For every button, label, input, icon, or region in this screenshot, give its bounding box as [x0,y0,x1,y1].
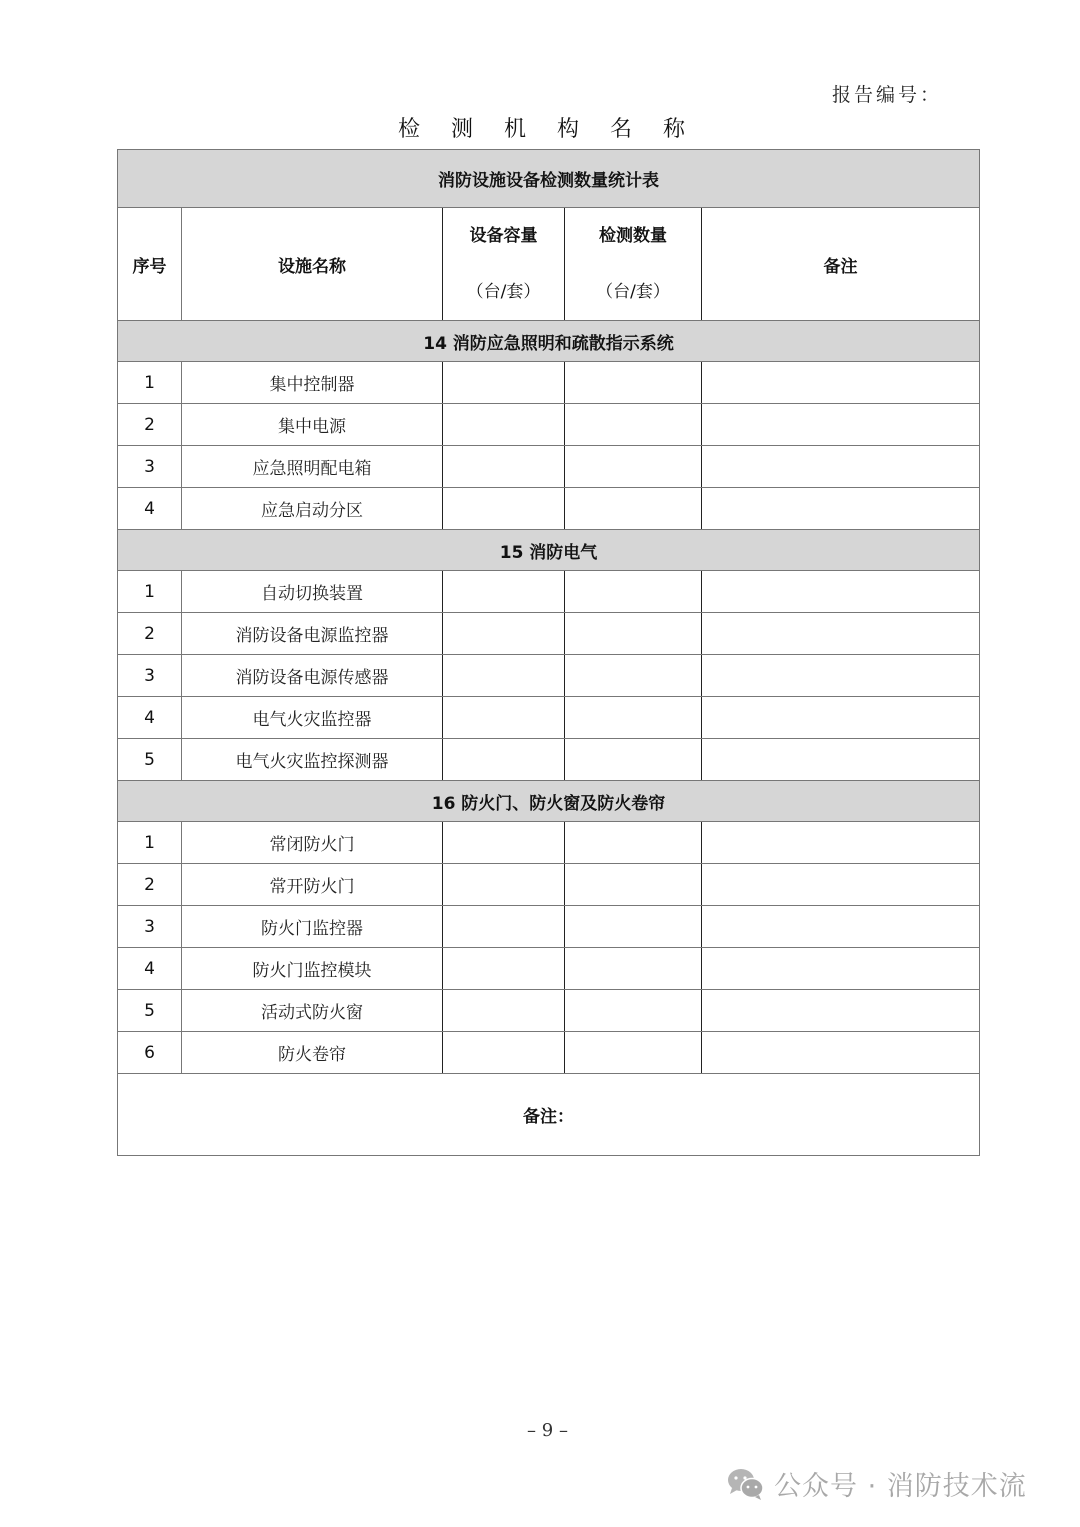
table-row [118,1032,980,1074]
cell-tested[interactable] [565,404,702,446]
cell-remarks[interactable] [702,906,980,948]
table-row [118,404,980,446]
cell-remarks[interactable] [702,822,980,864]
cell-capacity[interactable] [443,948,565,990]
cell-name: 自动切换装置 [182,571,443,613]
cell-seq: 1 [118,362,182,404]
cell-seq: 6 [118,1032,182,1074]
cell-tested[interactable] [565,697,702,739]
table-row [118,822,980,864]
cell-name: 电气火灾监控探测器 [182,739,443,781]
cell-name: 常开防火门 [182,864,443,906]
table-row [118,655,980,697]
cell-capacity[interactable] [443,613,565,655]
cell-tested[interactable] [565,864,702,906]
cell-capacity[interactable] [443,739,565,781]
watermark-text: 公众号 · 消防技术流 [774,1471,1027,1502]
cell-tested[interactable] [565,1032,702,1074]
cell-seq: 2 [118,613,182,655]
cell-remarks[interactable] [702,446,980,488]
cell-tested[interactable] [565,822,702,864]
cell-remarks[interactable] [702,948,980,990]
cell-name: 活动式防火窗 [182,990,443,1032]
cell-seq: 3 [118,906,182,948]
section-title: 14 消防应急照明和疏散指示系统 [118,321,980,362]
cell-remarks[interactable] [702,697,980,739]
cell-tested[interactable] [565,613,702,655]
cell-tested[interactable] [565,906,702,948]
watermark [726,1464,1027,1503]
cell-remarks[interactable] [702,1032,980,1074]
report-number-label: 报告编号： [832,84,943,106]
cell-capacity[interactable] [443,362,565,404]
note-label: 备注： [523,1107,575,1127]
cell-name: 消防设备电源监控器 [182,613,443,655]
table-title-row [118,150,980,208]
table-header-row [118,208,980,321]
cell-capacity[interactable] [443,1032,565,1074]
table-row [118,613,980,655]
cell-remarks[interactable] [702,655,980,697]
cell-name: 常闭防火门 [182,822,443,864]
cell-tested[interactable] [565,948,702,990]
table-row [118,362,980,404]
cell-capacity[interactable] [443,864,565,906]
cell-seq: 5 [118,739,182,781]
cell-seq: 4 [118,488,182,530]
section-row-15 [118,530,980,571]
cell-seq: 4 [118,697,182,739]
wechat-icon [726,1467,766,1501]
cell-remarks[interactable] [702,864,980,906]
header-capacity-title: 设备容量 [469,226,538,246]
cell-tested[interactable] [565,362,702,404]
cell-capacity[interactable] [443,906,565,948]
page-number: – 9 – [527,1420,568,1441]
cell-remarks[interactable] [702,571,980,613]
cell-capacity[interactable] [443,990,565,1032]
header-seq: 序号 [118,208,182,321]
cell-name: 防火门监控模块 [182,948,443,990]
table-row [118,990,980,1032]
table-title: 消防设施设备检测数量统计表 [118,150,980,208]
section-title: 16 防火门、防火窗及防火卷帘 [118,781,980,822]
cell-capacity[interactable] [443,446,565,488]
table-row [118,571,980,613]
cell-remarks[interactable] [702,739,980,781]
cell-remarks[interactable] [702,613,980,655]
cell-seq: 3 [118,446,182,488]
statistics-table [117,149,980,1156]
table-row [118,948,980,990]
cell-seq: 2 [118,404,182,446]
cell-tested[interactable] [565,446,702,488]
cell-name: 应急启动分区 [182,488,443,530]
cell-seq: 5 [118,990,182,1032]
note-cell[interactable] [118,1074,980,1156]
cell-remarks[interactable] [702,362,980,404]
cell-seq: 4 [118,948,182,990]
cell-remarks[interactable] [702,990,980,1032]
cell-remarks[interactable] [702,488,980,530]
cell-capacity[interactable] [443,822,565,864]
cell-name: 应急照明配电箱 [182,446,443,488]
section-row-16 [118,781,980,822]
cell-tested[interactable] [565,739,702,781]
table-row [118,739,980,781]
cell-seq: 1 [118,822,182,864]
cell-name: 消防设备电源传感器 [182,655,443,697]
cell-remarks[interactable] [702,404,980,446]
header-name: 设施名称 [182,208,443,321]
organization-title: 检 测 机 构 名 称 [398,117,697,142]
cell-capacity[interactable] [443,404,565,446]
cell-capacity[interactable] [443,488,565,530]
note-row [118,1074,980,1156]
cell-name: 集中电源 [182,404,443,446]
header-remarks: 备注 [702,208,980,321]
cell-name: 防火卷帘 [182,1032,443,1074]
cell-seq: 3 [118,655,182,697]
cell-tested[interactable] [565,488,702,530]
cell-tested[interactable] [565,990,702,1032]
cell-capacity[interactable] [443,571,565,613]
cell-seq: 2 [118,864,182,906]
cell-name: 电气火灾监控器 [182,697,443,739]
table-row [118,697,980,739]
table-row [118,906,980,948]
table-row [118,446,980,488]
cell-tested[interactable] [565,571,702,613]
header-capacity-unit: （台/套） [466,282,541,302]
cell-seq: 1 [118,571,182,613]
table-row [118,864,980,906]
cell-capacity[interactable] [443,655,565,697]
cell-name: 防火门监控器 [182,906,443,948]
header-capacity [443,208,565,321]
cell-capacity[interactable] [443,697,565,739]
cell-name: 集中控制器 [182,362,443,404]
header-tested [565,208,702,321]
header-tested-unit: （台/套） [596,282,670,302]
header-tested-title: 检测数量 [599,226,667,246]
section-title: 15 消防电气 [118,530,980,571]
cell-tested[interactable] [565,655,702,697]
table-row [118,488,980,530]
section-row-14 [118,321,980,362]
